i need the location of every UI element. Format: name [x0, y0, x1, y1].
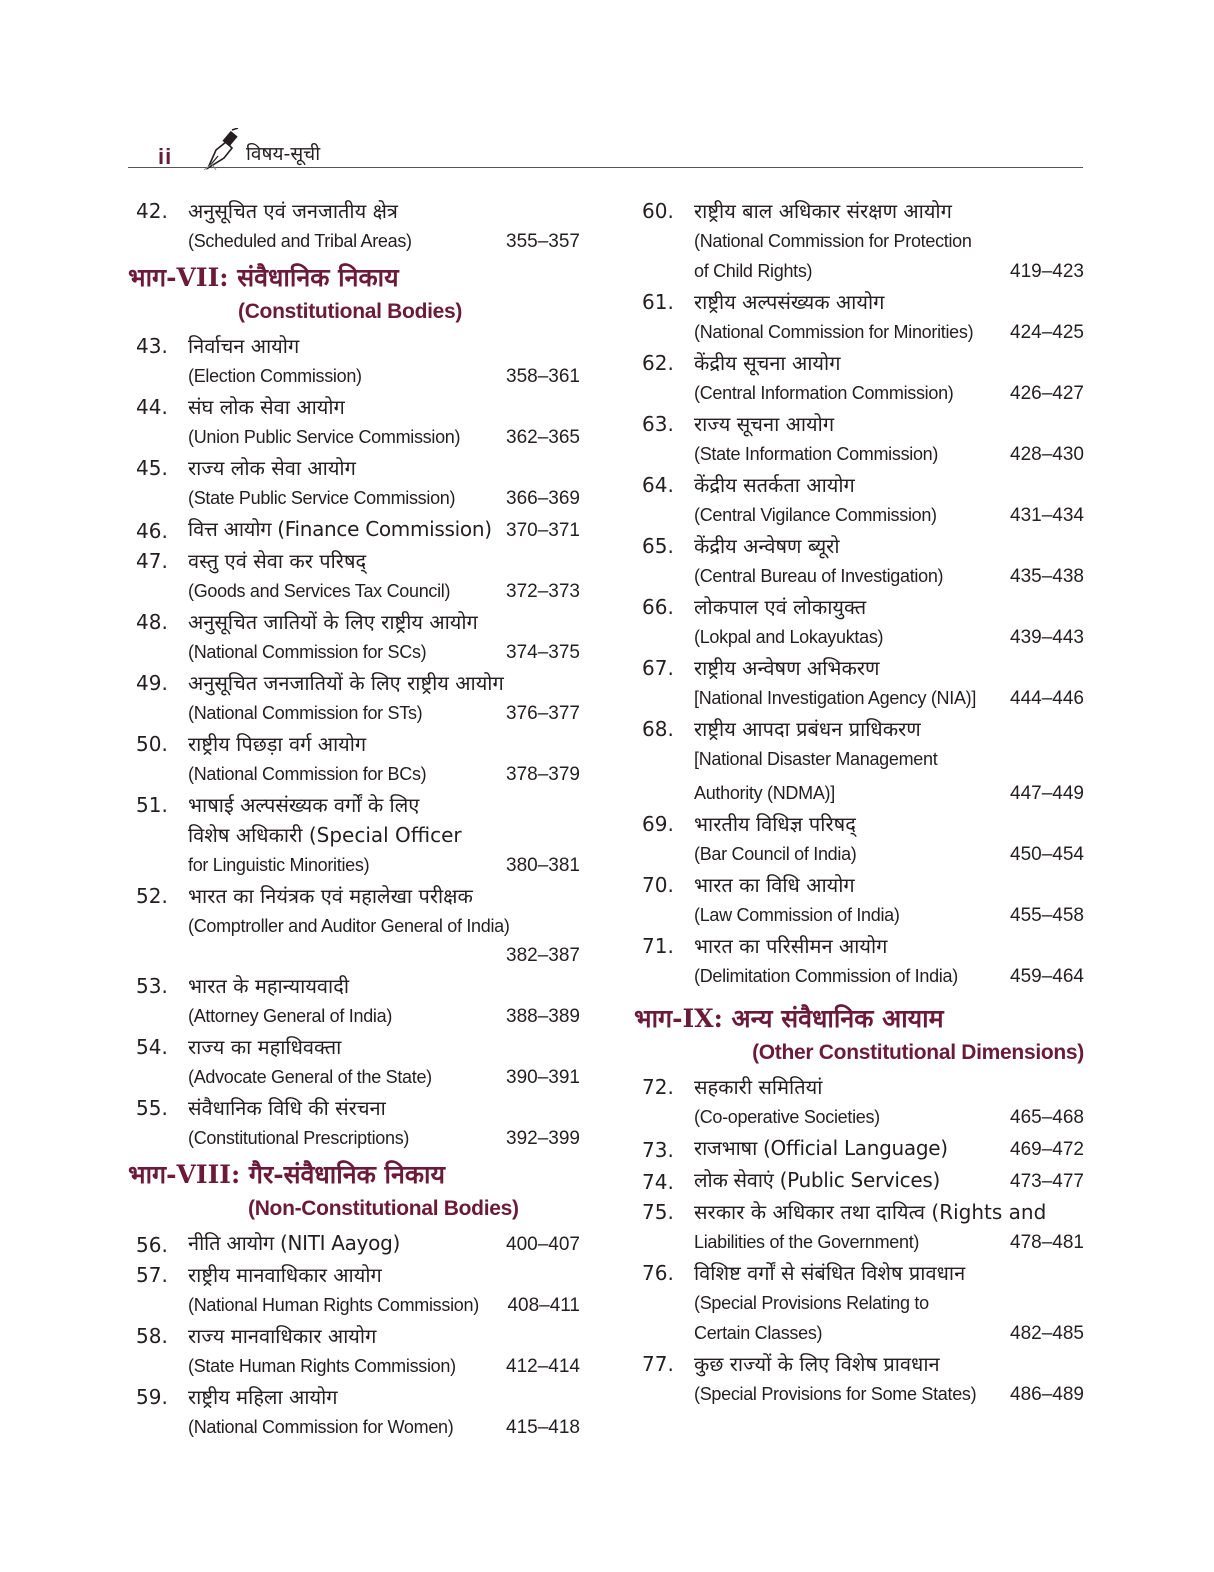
toc-entry-44[interactable]	[128, 392, 580, 453]
toc-entry-52[interactable]	[128, 881, 580, 971]
entry-title-english: (State Information Commission)	[694, 444, 939, 464]
page-range: 408–411	[507, 1295, 580, 1316]
entry-number: 57.	[136, 1263, 168, 1287]
entry-title-hindi: सहकारी समितियां	[694, 1075, 823, 1099]
page-range: 439–443	[1010, 627, 1084, 648]
entry-title-hindi: भारत का परिसीमन आयोग	[694, 934, 888, 958]
entry-title-hindi: केंद्रीय अन्वेषण ब्यूरो	[694, 534, 840, 558]
page-range: 459–464	[1010, 966, 1084, 987]
toc-entry-54[interactable]	[128, 1032, 580, 1093]
entry-title-english: Liabilities of the Government)	[694, 1232, 920, 1252]
entry-title-hindi: राज्य का महाधिवक्ता	[188, 1035, 342, 1059]
entry-title-hindi: राष्ट्रीय अन्वेषण अभिकरण	[694, 656, 880, 680]
entry-title-english: (Scheduled and Tribal Areas)	[188, 231, 412, 251]
entry-title-english: (Constitutional Prescriptions)	[188, 1128, 410, 1148]
entry-title-hindi: अनुसूचित एवं जनजातीय क्षेत्र	[188, 199, 398, 223]
toc-entry-42[interactable]	[128, 196, 580, 257]
entry-title-english: (Goods and Services Tax Council)	[188, 581, 451, 601]
entry-title-hindi: राज्य सूचना आयोग	[694, 412, 835, 436]
entry-title-hindi: लोकपाल एवं लोकायुक्त	[694, 595, 867, 619]
toc-entry-58[interactable]	[128, 1321, 580, 1382]
toc-entry-50[interactable]	[128, 729, 580, 790]
entry-number: 74.	[642, 1170, 674, 1194]
toc-right-column	[634, 196, 1084, 1410]
toc-entry-56[interactable]	[128, 1228, 580, 1260]
toc-entry-64[interactable]	[634, 470, 1084, 531]
page-range: 450–454	[1010, 844, 1084, 865]
toc-entry-72[interactable]	[634, 1072, 1084, 1133]
toc-entry-61[interactable]	[634, 287, 1084, 348]
page-range: 380–381	[506, 855, 580, 876]
entry-title-hindi: कुछ राज्यों के लिए विशेष प्रावधान	[694, 1352, 940, 1376]
entry-number: 70.	[642, 873, 674, 897]
entry-number: 68.	[642, 717, 674, 741]
entry-title-hindi: केंद्रीय सूचना आयोग	[694, 351, 841, 375]
entry-title-english: (Special Provisions Relating to	[694, 1293, 929, 1313]
entry-title-english: (Central Information Commission)	[694, 383, 954, 403]
page-range: 376–377	[506, 703, 580, 724]
entry-title-english: [National Investigation Agency (NIA)]	[694, 688, 977, 708]
page-range: 370–371	[506, 520, 580, 541]
page-range: 355–357	[506, 231, 580, 252]
toc-entry-57[interactable]	[128, 1260, 580, 1321]
page-range: 465–468	[1010, 1107, 1084, 1128]
page-range: 444–446	[1010, 688, 1084, 709]
entry-title-hindi: राष्ट्रीय बाल अधिकार संरक्षण आयोग	[694, 199, 952, 223]
entry-title-english: (Lokpal and Lokayuktas)	[694, 627, 884, 647]
entry-title-english: (State Public Service Commission)	[188, 488, 456, 508]
entry-number: 63.	[642, 412, 674, 436]
page-range: 486–489	[1010, 1384, 1084, 1405]
entry-title-hindi: राष्ट्रीय पिछड़ा वर्ग आयोग	[188, 732, 367, 756]
toc-entry-69[interactable]	[634, 809, 1084, 870]
entry-number: 60.	[642, 199, 674, 223]
toc-entry-77[interactable]	[634, 1349, 1084, 1410]
toc-entry-67[interactable]	[634, 653, 1084, 714]
entry-title-hindi: निर्वाचन आयोग	[188, 334, 300, 358]
entry-title: वित्त आयोग (Finance Commission)	[188, 517, 492, 541]
entry-title-english: (Election Commission)	[188, 366, 362, 386]
entry-number: 72.	[642, 1075, 674, 1099]
page-range: 390–391	[506, 1067, 580, 1088]
page-range: 447–449	[1010, 783, 1084, 804]
entry-number: 46.	[136, 519, 168, 543]
toc-entry-53[interactable]	[128, 971, 580, 1032]
entry-title-hindi: वस्तु एवं सेवा कर परिषद्	[188, 549, 367, 573]
entry-number: 59.	[136, 1385, 168, 1409]
entry-title-english: (National Commission for BCs)	[188, 764, 427, 784]
entry-title-english-cont: Authority (NDMA)]	[694, 783, 835, 803]
page-range: 382–387	[506, 945, 580, 966]
entry-number: 49.	[136, 671, 168, 695]
entry-number: 61.	[642, 290, 674, 314]
entry-title-english: for Linguistic Minorities)	[188, 855, 370, 875]
toc-entry-43[interactable]	[128, 331, 580, 392]
page-range: 482–485	[1010, 1323, 1084, 1344]
part-title-hindi: भाग-VII: संवैधानिक निकाय	[128, 263, 399, 292]
entry-number: 51.	[136, 793, 168, 817]
toc-entry-63[interactable]	[634, 409, 1084, 470]
entry-title-english: (State Human Rights Commission)	[188, 1356, 456, 1376]
part-title-english: (Other Constitutional Dimensions)	[752, 1041, 1084, 1064]
part-heading-vii	[128, 261, 580, 329]
page-range: 392–399	[506, 1128, 580, 1149]
entry-number: 65.	[642, 534, 674, 558]
entry-title-english: (Central Bureau of Investigation)	[694, 566, 944, 586]
entry-number: 45.	[136, 456, 168, 480]
toc-entry-49[interactable]	[128, 668, 580, 729]
page-range: 469–472	[1010, 1139, 1084, 1160]
entry-number: 44.	[136, 395, 168, 419]
entry-title-english: (Law Commission of India)	[694, 905, 900, 925]
toc-entry-45[interactable]	[128, 453, 580, 514]
page-range: 426–427	[1010, 383, 1084, 404]
toc-left-column	[128, 196, 580, 1443]
entry-title-hindi: राष्ट्रीय आपदा प्रबंधन प्राधिकरण	[694, 717, 921, 741]
entry-number: 50.	[136, 732, 168, 756]
page-range: 428–430	[1010, 444, 1084, 465]
running-header	[128, 132, 1083, 168]
page-range: 358–361	[506, 366, 580, 387]
entry-number: 43.	[136, 334, 168, 358]
entry-number: 71.	[642, 934, 674, 958]
entry-number: 62.	[642, 351, 674, 375]
entry-number: 56.	[136, 1233, 168, 1257]
entry-title-english: (Advocate General of the State)	[188, 1067, 432, 1087]
toc-entry-55[interactable]	[128, 1093, 580, 1154]
entry-title-hindi: संवैधानिक विधि की संरचना	[188, 1096, 386, 1120]
entry-title-english: (National Human Rights Commission)	[188, 1295, 479, 1315]
toc-entry-74[interactable]	[634, 1165, 1084, 1197]
pen-nib-icon	[202, 128, 242, 170]
part-title-english: (Non-Constitutional Bodies)	[248, 1197, 519, 1220]
entry-number: 67.	[642, 656, 674, 680]
entry-title-hindi: भारत के महान्यायवादी	[188, 974, 350, 998]
entry-title-english: (National Commission for Protection	[694, 231, 972, 251]
toc-entry-68[interactable]	[634, 714, 1084, 809]
entry-number: 58.	[136, 1324, 168, 1348]
entry-title-english: (Central Vigilance Commission)	[694, 505, 937, 525]
page-range: 362–365	[506, 427, 580, 448]
page-range: 455–458	[1010, 905, 1084, 926]
entry-title-hindi-cont: विशेष अधिकारी (Special Officer	[188, 823, 462, 847]
toc-entry-62[interactable]	[634, 348, 1084, 409]
entry-title-hindi: सरकार के अधिकार तथा दायित्व (Rights and	[694, 1200, 1047, 1224]
toc-entry-66[interactable]	[634, 592, 1084, 653]
entry-title-english: (National Commission for STs)	[188, 703, 423, 723]
entry-title-english: (National Commission for Minorities)	[694, 322, 974, 342]
entry-number: 69.	[642, 812, 674, 836]
entry-number: 52.	[136, 884, 168, 908]
page-range: 419–423	[1010, 261, 1084, 282]
toc-entry-75[interactable]	[634, 1197, 1084, 1258]
entry-title: नीति आयोग (NITI Aayog)	[188, 1231, 400, 1255]
toc-entry-48[interactable]	[128, 607, 580, 668]
entry-title-english: (Union Public Service Commission)	[188, 427, 461, 447]
toc-entry-46[interactable]	[128, 514, 580, 546]
toc-entry-76[interactable]	[634, 1258, 1084, 1349]
entry-title-english: (Comptroller and Auditor General of India)	[188, 916, 510, 936]
page-range: 473–477	[1010, 1171, 1084, 1192]
page-range: 412–414	[506, 1356, 580, 1377]
entry-title-english: (Bar Council of India)	[694, 844, 857, 864]
toc-entry-73[interactable]	[634, 1133, 1084, 1165]
part-title-english: (Constitutional Bodies)	[238, 300, 463, 323]
entry-title-english: (Co-operative Societies)	[694, 1107, 880, 1127]
part-title-hindi: भाग-VIII: गैर-संवैधानिक निकाय	[128, 1160, 446, 1189]
entry-number: 55.	[136, 1096, 168, 1120]
entry-number: 76.	[642, 1261, 674, 1285]
part-title-hindi: भाग-IX: अन्य संवैधानिक आयाम	[634, 1004, 944, 1033]
entry-title-hindi: अनुसूचित जनजातियों के लिए राष्ट्रीय आयोग	[188, 671, 504, 695]
entry-title-hindi: केंद्रीय सतर्कता आयोग	[694, 473, 855, 497]
page-range: 424–425	[1010, 322, 1084, 343]
entry-number: 77.	[642, 1352, 674, 1376]
entry-number: 73.	[642, 1138, 674, 1162]
entry-number: 54.	[136, 1035, 168, 1059]
toc-entry-51[interactable]	[128, 790, 580, 881]
entry-title-hindi: संघ लोक सेवा आयोग	[188, 395, 345, 419]
entry-number: 48.	[136, 610, 168, 634]
entry-title-hindi: भारत का विधि आयोग	[694, 873, 855, 897]
entry-number: 42.	[136, 199, 168, 223]
toc-entry-47[interactable]	[128, 546, 580, 607]
entry-number: 75.	[642, 1200, 674, 1224]
entry-title-hindi: राष्ट्रीय मानवाधिकार आयोग	[188, 1263, 382, 1287]
page-range: 366–369	[506, 488, 580, 509]
page-number: ii	[158, 144, 173, 169]
entry-title-english-cont: Certain Classes)	[694, 1323, 823, 1343]
page-range: 374–375	[506, 642, 580, 663]
entry-title-english: (National Commission for Women)	[188, 1417, 454, 1437]
entry-number: 47.	[136, 549, 168, 573]
toc-entry-60[interactable]	[634, 196, 1084, 287]
entry-title-hindi: अनुसूचित जातियों के लिए राष्ट्रीय आयोग	[188, 610, 478, 634]
toc-entry-59[interactable]	[128, 1382, 580, 1443]
entry-title-english: (National Commission for SCs)	[188, 642, 427, 662]
page-range: 435–438	[1010, 566, 1084, 587]
page-range: 478–481	[1010, 1232, 1084, 1253]
entry-title: लोक सेवाएं (Public Services)	[694, 1168, 940, 1192]
page-range: 388–389	[506, 1006, 580, 1027]
toc-entry-65[interactable]	[634, 531, 1084, 592]
entry-title-hindi: भारत का नियंत्रक एवं महालेखा परीक्षक	[188, 884, 473, 908]
header-title: विषय-सूची	[246, 143, 321, 165]
part-heading-viii	[128, 1158, 580, 1226]
page-range: 378–379	[506, 764, 580, 785]
entry-number: 66.	[642, 595, 674, 619]
entry-title-hindi: भाषाई अल्पसंख्यक वर्गों के लिए	[188, 793, 420, 817]
toc-entry-71[interactable]	[634, 931, 1084, 992]
entry-title: राजभाषा (Official Language)	[694, 1136, 948, 1160]
page-range: 400–407	[506, 1234, 580, 1255]
entry-number: 53.	[136, 974, 168, 998]
entry-title-english: (Special Provisions for Some States)	[694, 1384, 977, 1404]
toc-entry-70[interactable]	[634, 870, 1084, 931]
entry-title-hindi: विशिष्ट वर्गों से संबंधित विशेष प्रावधान	[694, 1261, 966, 1285]
part-heading-ix	[634, 1002, 1084, 1070]
entry-title-english: (Delimitation Commission of India)	[694, 966, 958, 986]
page-range: 372–373	[506, 581, 580, 602]
entry-title-hindi: राज्य मानवाधिकार आयोग	[188, 1324, 377, 1348]
entry-title-english: (Attorney General of India)	[188, 1006, 393, 1026]
entry-number: 64.	[642, 473, 674, 497]
page-range: 431–434	[1010, 505, 1084, 526]
entry-title-english-cont: of Child Rights)	[694, 261, 813, 281]
page-range: 415–418	[506, 1417, 580, 1438]
entry-title-hindi: राज्य लोक सेवा आयोग	[188, 456, 356, 480]
entry-title-hindi: राष्ट्रीय अल्पसंख्यक आयोग	[694, 290, 885, 314]
entry-title-english: [National Disaster Management	[694, 749, 938, 769]
entry-title-hindi: भारतीय विधिज्ञ परिषद्	[694, 812, 856, 836]
entry-title-hindi: राष्ट्रीय महिला आयोग	[188, 1385, 338, 1409]
